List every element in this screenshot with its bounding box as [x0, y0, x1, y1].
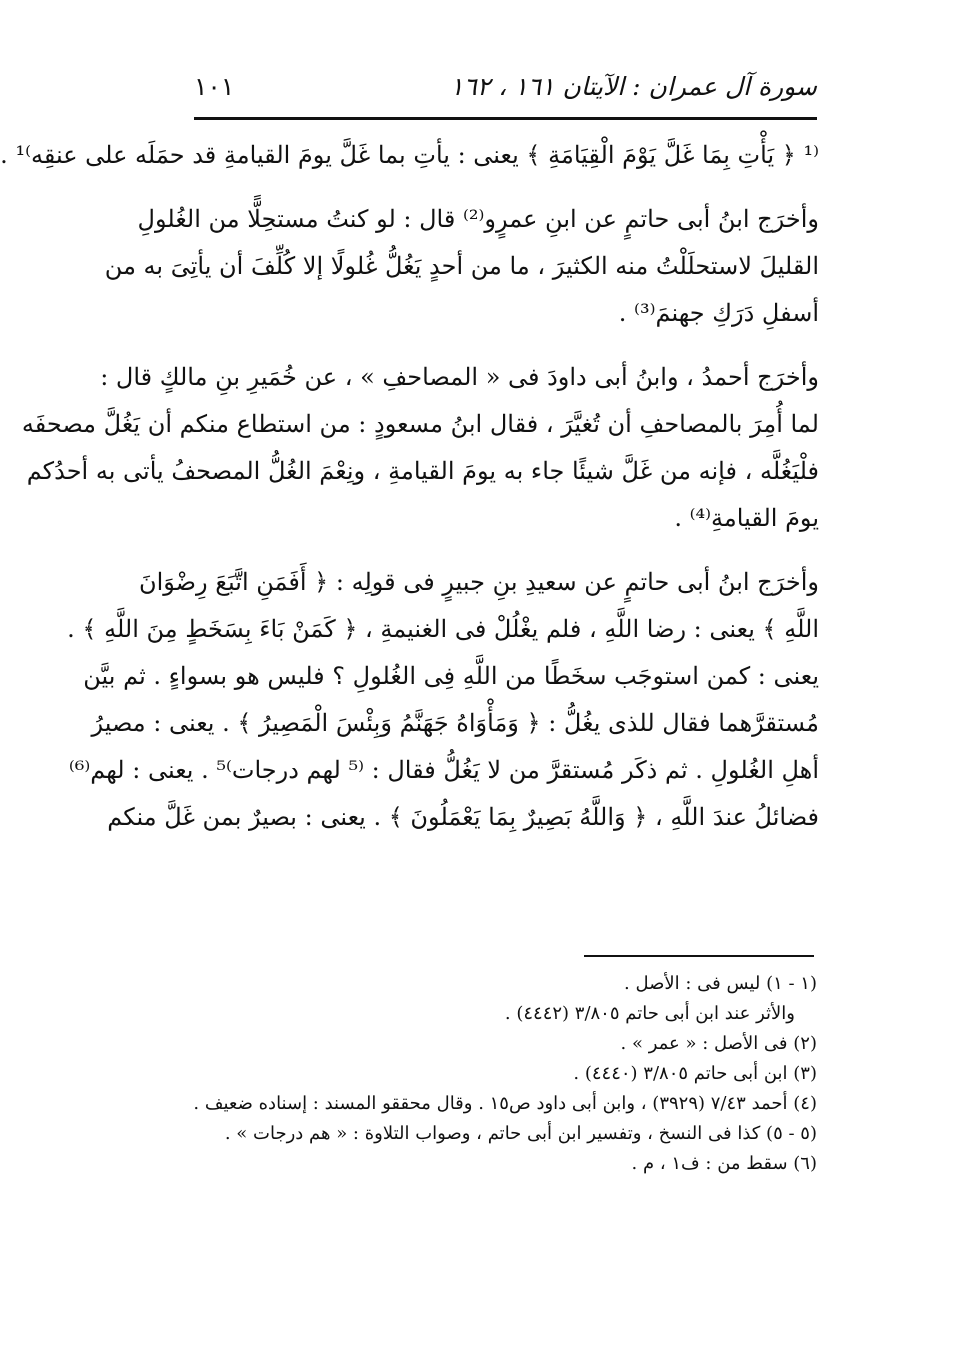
text-line: وأخرَج ابنُ أبى حاتمٍ عن سعيدِ بنِ جبيرٍ فى قولِه : ﴿ أَفَمَنِ اتَّبَعَ رِضْوَانَ — [138, 568, 819, 596]
text-line: اللَّهِ ﴾ يعنى : رضا اللَّهِ ، فلم يغْلُلْ فى الغنيمةِ ، ﴿ كَمَنْ بَاءَ بِسَخَطٍ مِنَ اللَّهِ ﴾ . — [67, 615, 819, 643]
text-line: ⁽¹ ﴿ يَأْتِ بِمَا غَلَّ يَوْمَ الْقِيَامَةِ ﴾ يعنى : يأتِ بما غَلَّ يومَ القيامةِ قد حمَلَه على عنقِه⁾¹ . — [0, 141, 819, 169]
footnote-line: (١ - ١) ليس فى : الأصل . — [624, 973, 817, 994]
page-number: ١٠١ — [194, 72, 235, 101]
footnote-rule — [584, 955, 814, 957]
text-line: فضائلُ عندَ اللَّهِ ، ﴿ وَاللَّهُ بَصِيرٌ بِمَا يَعْمَلُونَ ﴾ . يعنى : بصيرٌ بمن غَلَّ منكم — [107, 803, 819, 831]
text-line: فلْيَغُلَّه ، فإنه من غَلَّ شيئًا جاء به يومَ القيامةِ ، ونِعْمَ الغُلُّ المصحفُ يأتى به أحدُكم — [26, 457, 819, 485]
text-line: وأخرَج ابنُ أبى حاتمٍ عن ابنِ عمرٍو⁽²⁾ قال : لو كنتُ مستحِلًّا من الغُلولِ — [137, 205, 819, 233]
paragraph-gap — [192, 179, 819, 196]
page-header — [194, 68, 817, 112]
footnote-line: (٥ - ٥) كذا فى النسخ ، وتفسير ابن أبى حاتم ، وصواب التلاوة : « هم درجات » . — [224, 1123, 817, 1144]
text-line: مُستقرَّهما فقال للذى يغُلُّ : ﴿ وَمَأْوَاهُ جَهَنَّمُ وَبِئْسَ الْمَصِيرُ ﴾ . يعنى : مصيرُ — [91, 709, 819, 737]
paragraph-gap — [192, 337, 819, 354]
text-line: القليلَ لاستحلَلْتُ منه الكثيرَ ، ما من أحدٍ يَغُلُّ غُلولًا إلا كُلِّفَ أن يأتِىَ به من — [104, 252, 819, 280]
text-line: وأخرَج أحمدُ ، وابنُ أبى داودَ فى « المصاحفِ » ، عن خُمَيرِ بنِ مالكٍ قال : — [100, 363, 819, 391]
text-line: أسفلِ دَرَكِ جهنمَ⁽³⁾ . — [618, 299, 819, 327]
footnotes — [192, 969, 817, 1179]
text-line: يومَ القيامةِ⁽⁴⁾ . — [674, 504, 819, 532]
running-title: سورة آل عمران : الآيتان ١٦١ ، ١٦٢ — [449, 72, 817, 101]
footnote-line: (٢) فى الأصل : « عمر » . — [620, 1033, 817, 1054]
text-line: لما أُمِرَ بالمصاحفِ أن تُغيَّرَ ، فقال ابنُ مسعودٍ : من استطاع منكم أن يَغُلَّ مصحفَه — [21, 410, 819, 438]
text-line: يعنى : كمن استوجَب سخَطًا من اللَّهِ فِى الغُلولِ ؟ فليس هو بسواءٍ . ثم بيَّن — [83, 662, 819, 690]
footnote-line: والأثر عند ابن أبى حاتم ٣/٨٠٥ (٤٤٤٢) . — [504, 1003, 795, 1024]
main-text — [0, 132, 819, 841]
footnote-line: (٤) أحمد ٧/٤٣ (٣٩٢٩) ، وابن أبى داود ص١٥ . وقال محققو المسند : إسناده ضعيف . — [193, 1093, 817, 1114]
paragraph-gap — [192, 542, 819, 559]
header-rule — [194, 117, 817, 120]
text-line: أهلِ الغُلولِ . ثم ذكَر مُستقرَّ من لا يَغُلُّ فقال : ⁽⁵ لهم درجات⁾⁵ . يعنى : لهم⁽⁶⁾ — [68, 756, 819, 784]
footnote-line: (٦) سقط من : ف١ ، م . — [631, 1153, 817, 1174]
footnote-line: (٣) ابن أبى حاتم ٣/٨٠٥ (٤٤٤٠) . — [573, 1063, 817, 1084]
